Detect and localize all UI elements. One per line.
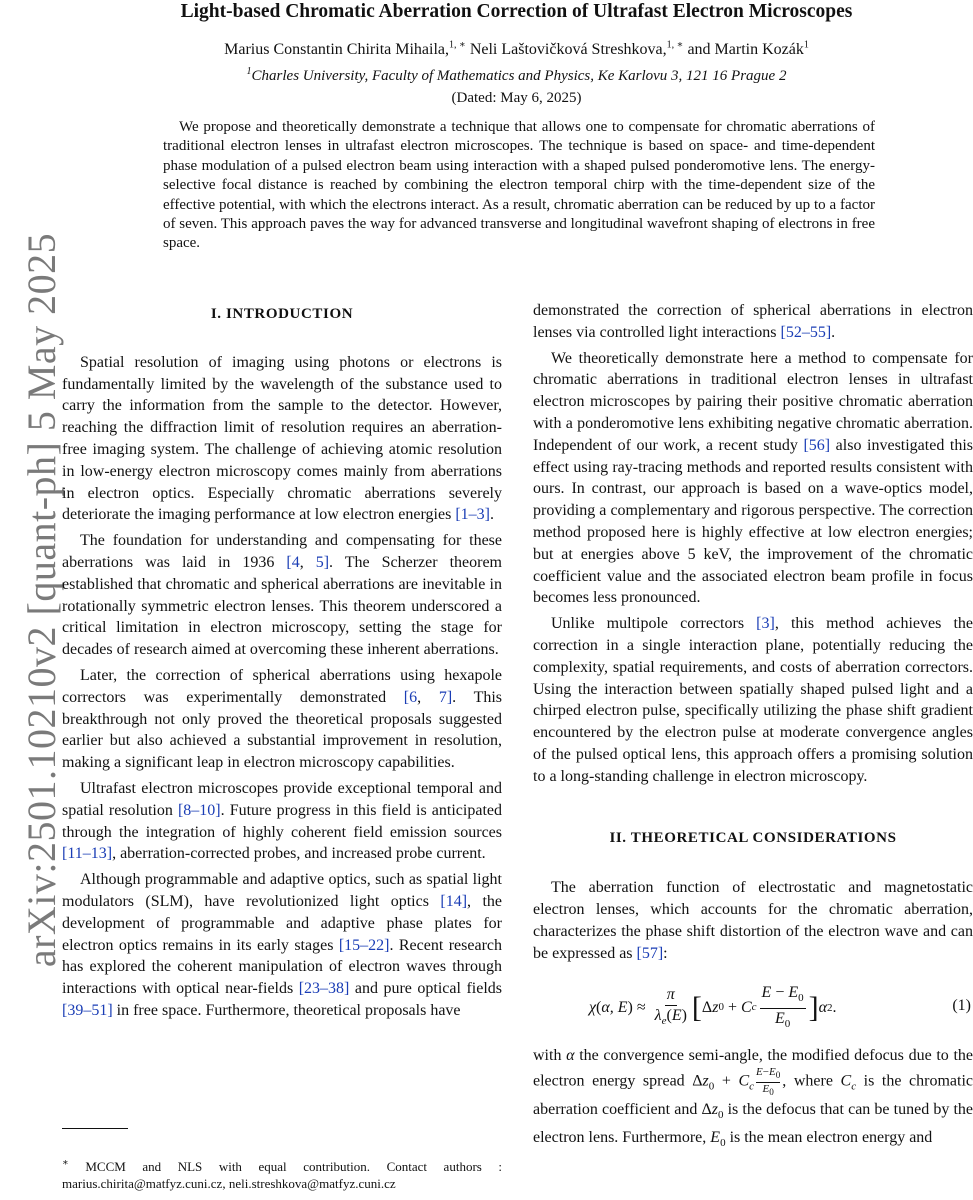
equation-body: χ ( α, E ) ≈ $\frac{\pi}{\lambda_e(E)}$ [ Δ z 0 + C c $\frac{E - E_0}{E_0}$ ] α 2 .: [589, 983, 837, 1034]
author-name: Neli Laštovičková Streshkova,: [469, 41, 667, 58]
paragraph-text: is the chromatic aberration coefficient and: [533, 1072, 973, 1118]
citation-link[interactable]: [56]: [803, 436, 831, 454]
citation-link[interactable]: [15–22]: [338, 936, 390, 954]
author-list: [60, 40, 973, 60]
paragraph-text: . Recent research has explored the coherent manipulation of electron waves through interactions with optical near-fields: [62, 936, 502, 998]
equation-number: (1): [952, 996, 971, 1014]
arxiv-identifier-stamp: arXiv:2501.10210v2 [quant-ph] 5 May 2025: [19, 232, 64, 968]
footnote: [62, 1158, 502, 1192]
abstract: We propose and theoretically demonstrate a technique that allows one to compensate for chromatic aberrations of traditional electron lenses in ultrafast electron microscopes. The technique is based on space- and time-dependent phase modulation of a pulsed electron beam using interaction with a shaped pulsed ponderomotive lens. The energy-selective focal distance is reached by combining the electron temporal chirp with the time-dependent size of the effective potential, with which the electrons interact. As a result, chromatic aberration can be reduced by up to a factor of seven. This approach paves the way for advanced transverse and longitudinal wavefront shaping of electrons in free space.: [163, 119, 875, 252]
paragraph-text: where: [793, 1072, 841, 1090]
paragraph-text: . This breakthrough not only proved the theoretical proposals suggested earlier but also achieved a substantial improvement in resolution, making a significant leap in electron microscopy capabilities.: [62, 688, 503, 772]
paragraph-text: also investigated this effect using ray-tracing methods and reported results consistent with ours. In contrast, our approach is based on a wave-optics model, providing a complementary and rigorous perspective. The correction method proposed here is highly effective at low electron energies; but at energies above 5 keV, the improvement of the chromatic coefficient value and the associated electron beam profile in focus becomes less pronounced.: [533, 436, 973, 607]
theory-paragraph-2: with α the convergence semi-angle, the modified defocus due to the electron energy spread $\Delta z_0 + C_c$ $\frac{E-E_0}{E_0}$ , where $C_c$ is the chromatic aberration coefficient and $\Delta z_0$ is the defocus that can be tuned by the electron lens. Furthermore, $E_0$ is the mean electron energy and: [533, 1046, 973, 1149]
equation-fraction: $\frac{E - E_0}{E_0}$: [761, 983, 804, 1030]
citation-link[interactable]: [4: [286, 553, 300, 571]
continued-paragraph: demonstrated the correction of spherical aberrations in electron lenses via controlled light interactions [52–55].: [533, 302, 973, 341]
citation-link[interactable]: [1–3]: [455, 506, 490, 524]
paragraph-text: and pure optical fields: [349, 980, 502, 998]
paragraph-text: demonstrated the correction of spherical aberrations in electron lenses via controlled light interactions: [533, 302, 973, 341]
dated-line: (Dated: May 6, 2025): [451, 90, 582, 106]
citation-link[interactable]: 5]: [315, 553, 330, 571]
section-heading-theory: II. THEORETICAL CONSIDERATIONS: [609, 829, 897, 846]
paragraph-text: , aberration-corrected probes, and increased probe current.: [112, 845, 486, 863]
footnote-separator: [62, 1128, 128, 1129]
paragraph-text: The foundation for understanding and compensating for these aberrations was laid in 1936: [62, 532, 502, 571]
equation-fraction: $\frac{\pi}{\lambda_e(E)}$: [654, 986, 687, 1028]
citation-link[interactable]: [23–38]: [298, 980, 350, 998]
paper-title: Light-based Chromatic Aberration Correction of Ultrafast Electron Microscopes: [180, 1, 853, 22]
left-column: [62, 300, 502, 1026]
footnote-text: MCCM and NLS with equal contribution. Contact authors : marius.chirita@matfyz.cuni.cz, neli.streshkova@matfyz.cuni.cz: [62, 1159, 502, 1191]
section-heading-introduction: I. INTRODUCTION: [210, 306, 354, 322]
paragraph-text: in free space. Furthermore, theoretical proposals have: [112, 1001, 461, 1019]
intro-paragraph-2: The foundation for understanding and compensating for these aberrations was laid in 1936 [4, 5]. The Scherzer theorem established that chromatic and spherical aberrations are inevitable in rotationally symmetric electron lenses. This theorem underscored a critical limitation in electron microscopy, setting the stage for decades of research aimed at overcoming these inherent aberrations.: [62, 532, 503, 659]
citation-link[interactable]: [52–55]: [780, 323, 832, 341]
author-name: Marius Constantin Chirita Mihaila,: [224, 41, 450, 58]
affiliation-text: Charles University, Faculty of Mathematics and Physics, Ke Karlovu 3, 121 16 Prague 2: [251, 68, 787, 84]
author-affiliation-mark: 1, ∗: [666, 39, 684, 51]
paragraph-text: . The Scherzer theorem established that chromatic and spherical aberrations are inevitable in rotationally symmetric electron lenses. This theorem underscored a critical limitation in electron microscopy, setting the stage for decades of research aimed at overcoming these inherent aberrations.: [62, 553, 503, 659]
paragraph-text: We theoretically demonstrate here a method to compensate for chromatic aberrations in traditional electron lenses in ultrafast electron microscopes by pairing their positive chromatic aberration with a ponderomotive lens exhibiting negative chromatic aberration. Independent of our work, a recent study: [533, 349, 973, 454]
citation-link[interactable]: [57]: [636, 944, 664, 962]
citation-link[interactable]: [11–13]: [62, 845, 113, 863]
paragraph-text: Unlike multipole correctors: [551, 615, 757, 633]
right-column: [533, 300, 973, 1159]
paragraph-text: The aberration function of electrostatic and magnetostatic electron lenses, which accounts for the chromatic aberration, characterizes the phase shift distortion of the electron wave and can be expressed as: [533, 879, 973, 962]
paragraph-text: with: [533, 1046, 567, 1064]
paragraph-text: Spatial resolution of imaging using photons or electrons is fundamentally limited by the wavelength of the substance used to carry the information from the sample to the detector. However, reaching the diffraction limit of resolution requires an aberration-free imaging system. The challenge of achieving atomic resolution in low-energy electron microscopy comes mainly from aberrations in electron optics. Especially chromatic aberrations severely deteriorate the imaging performance at low electron energies: [62, 353, 502, 524]
footnote-mark: ∗: [62, 1157, 69, 1169]
paragraph-text: the convergence semi-angle, the modified defocus due to the electron energy spread: [533, 1046, 973, 1090]
intro-paragraph-3: Later, the correction of spherical aberrations using hexapole correctors was experimentally demonstrated [6, 7]. This breakthrough not only proved the theoretical proposals suggested earlier but also achieved a substantial improvement in resolution, making a significant leap in electron microscopy capabilities.: [62, 666, 503, 772]
paragraph-text: is the defocus that can be tuned by the electron lens. Furthermore,: [533, 1100, 973, 1146]
paragraph-text: Ultrafast electron microscopes provide exceptional temporal and spatial resolution: [62, 779, 502, 819]
intro-paragraph-5: [62, 869, 502, 1022]
citation-link[interactable]: [39–51]: [62, 1001, 113, 1019]
paragraph-text: Later, the correction of spherical aberrations using hexapole correctors was experimentally demonstrated: [62, 666, 502, 706]
paragraph-text: , this method achieves the correction in a single interaction plane, potentially reducing the complexity, spatial requirements, and costs of aberration correctors. Using the interaction between spatially shaped pulsed light and a chirped electron pulse, specifically utilizing the phase shift gradient encountered by the electron pulse at moderate convergence angles of the pulsed optical lens, this approach offers a promising solution to a long-standing challenge in electron microscopy.: [533, 615, 973, 785]
intro-paragraph-1: Spatial resolution of imaging using photons or electrons is fundamentally limited by the wavelength of the substance used to carry the information from the sample to the detector. However, reaching the diffraction limit of resolution requires an aberration-free imaging system. The challenge of achieving atomic resolution in low-energy electron microscopy comes mainly from aberrations in electron optics. Especially chromatic aberrations severely deteriorate the imaging performance at low electron energies [1–3].: [62, 353, 502, 524]
intro-paragraph-6: [533, 348, 973, 610]
paragraph-text: is the mean electron energy and: [725, 1128, 933, 1146]
equation-1: [533, 977, 973, 1035]
inline-fraction: $\frac{E-E_0}{E_0}$: [756, 1066, 781, 1097]
author-affiliation-mark: 1, ∗: [449, 39, 466, 51]
author-affiliation-mark: 1: [803, 39, 809, 51]
citation-link[interactable]: [14]: [440, 892, 468, 910]
citation-link[interactable]: [3]: [756, 615, 775, 633]
paragraph-text: . Future progress in this field is anticipated through the integration of highly coherent field emission sources: [62, 801, 502, 841]
citation-link[interactable]: 7]: [438, 688, 453, 706]
theory-paragraph-1: The aberration function of electrostatic and magnetostatic electron lenses, which accounts for the chromatic aberration, characterizes the phase shift distortion of the electron wave and can be expressed as [57]:: [533, 879, 973, 962]
citation-link[interactable]: [8–10]: [177, 801, 221, 819]
affiliation-mark: 1: [246, 66, 252, 77]
intro-paragraph-4: [62, 778, 502, 865]
paragraph-text: , the development of programmable and adaptive phase plates for electron optics remains in its early stages: [62, 892, 503, 954]
affiliation: [60, 66, 973, 86]
intro-paragraph-7: [533, 613, 973, 787]
citation-link[interactable]: [6: [403, 688, 418, 706]
paragraph-text: Although programmable and adaptive optics, such as spatial light modulators (SLM), have revolutionized light optics: [62, 871, 502, 910]
author-name: and Martin Kozák: [687, 41, 804, 58]
